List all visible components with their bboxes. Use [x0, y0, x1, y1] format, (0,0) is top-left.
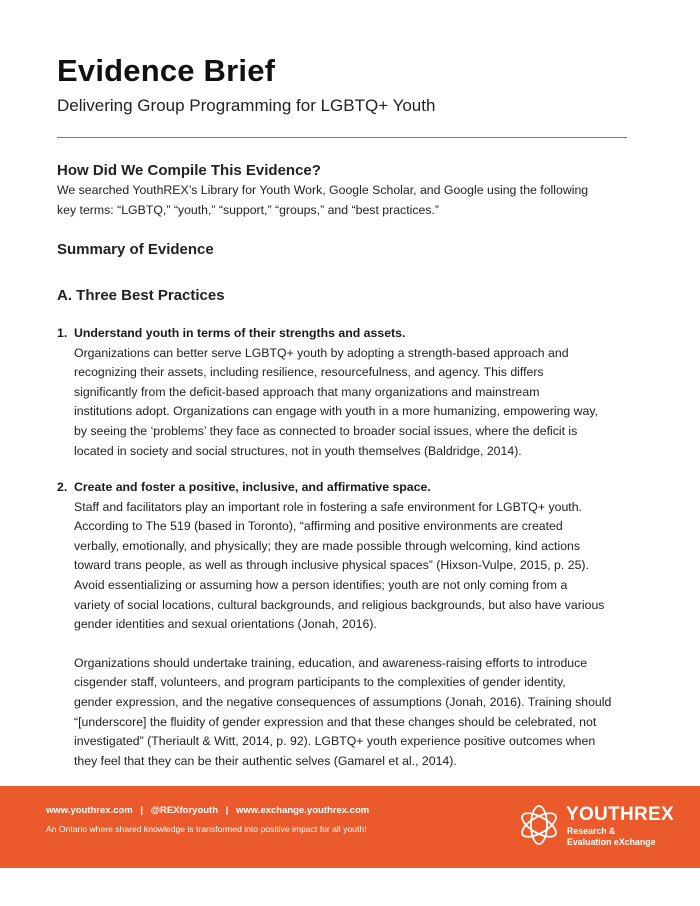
body-line: located in society and social structures, not in youth themselves (Baldridge, 2014). — [74, 443, 522, 458]
practice-heading — [57, 478, 657, 498]
practice-item-2 — [57, 478, 657, 771]
separator: | — [225, 805, 229, 816]
youthrex-rings-icon — [516, 802, 562, 848]
separator: | — [140, 805, 144, 816]
twitter-link[interactable]: @REXforyouth — [150, 805, 219, 816]
body-line: variety of social locations, cultural backgrounds, and religious backgrounds, but also have various — [74, 597, 605, 612]
summary-heading: Summary of Evidence — [57, 241, 214, 258]
body-line: institutions adopt. Organizations can engage with youth in a more humanizing, empowering way, — [74, 404, 599, 419]
practice-body — [74, 344, 657, 462]
compile-heading: How Did We Compile This Evidence? — [57, 162, 321, 179]
practice-title: Understand youth in terms of their strengths and assets. — [74, 326, 406, 340]
practice-number: 1. — [57, 326, 68, 340]
footer-tagline: An Ontario where shared knowledge is transformed into positive impact for all youth! — [46, 824, 367, 834]
practice-body — [74, 498, 657, 635]
compile-text — [57, 181, 657, 220]
practice-item-1 — [57, 324, 657, 461]
practice-heading — [57, 324, 657, 344]
body-line: Organizations should undertake training, education, and awareness-raising efforts to introduce — [74, 655, 588, 670]
page-title: Evidence Brief — [57, 53, 276, 88]
youthrex-logo — [516, 802, 676, 852]
body-line: gender expression, and the negative consequences of assumptions (Jonah, 2016). Training should — [74, 694, 612, 709]
body-line: by seeing the ‘problems’ they face as connected to broader social issues, where the deficit is — [74, 423, 578, 438]
website-link[interactable]: www.youthrex.com — [46, 805, 133, 816]
logo-name: YOUTHREX — [566, 804, 674, 825]
footer-links — [46, 805, 369, 816]
practice-title: Create and foster a positive, inclusive, and affirmative space. — [74, 480, 431, 494]
body-line: Avoid essentializing or assuming how a person identifies; youth are not only coming from a — [74, 577, 568, 592]
exchange-link[interactable]: www.exchange.youthrex.com — [235, 805, 370, 816]
logo-subtitle: Research & — [567, 826, 616, 836]
footer-band — [0, 786, 700, 868]
body-line: “[underscore] the fluidity of gender expression and that these changes should be celebrated, not — [74, 714, 597, 729]
practice-body-continued — [74, 654, 657, 772]
logo-subtitle: Evaluation eXchange — [567, 837, 656, 847]
compile-line: key terms: “LGBTQ,” “youth,” “support,” “groups,” and “best practices.” — [57, 202, 440, 217]
section-a-heading: A. Three Best Practices — [57, 287, 225, 304]
page-subtitle: Delivering Group Programming for LGBTQ+ Youth — [57, 96, 436, 115]
body-line: recognizing their assets, including resilience, resourcefulness, and agency. This differs — [74, 365, 544, 380]
body-line: toward trans people, as well as through inclusive physical spaces” (Hixson-Vulpe, 2015, p. 25). — [74, 558, 589, 573]
body-line: verbally, emotionally, and physically; they are made possible through welcoming, kind actions — [74, 538, 581, 553]
body-line: According to The 519 (based in Toronto), “affirming and positive environments are created — [74, 519, 563, 534]
title-divider — [57, 137, 627, 138]
practice-number: 2. — [57, 480, 68, 494]
body-line: Staff and facilitators play an important role in fostering a safe environment for LGBTQ+ youth. — [74, 499, 582, 514]
compile-line: We searched YouthREX’s Library for Youth Work, Google Scholar, and Google using the following — [57, 183, 589, 197]
body-line: Organizations can better serve LGBTQ+ youth by adopting a strength-based approach and — [74, 345, 569, 360]
body-line: cisgender staff, volunteers, and program participants to the complexities of gender identity, — [74, 675, 566, 690]
body-line: they feel that they can be their authentic selves (Gamarel et al., 2014). — [74, 753, 457, 768]
body-line: significantly from the deficit-based approach that many organizations and mainstream — [74, 384, 540, 399]
body-line: investigated” (Theriault & Witt, 2014, p. 92). LGBTQ+ youth experience positive outcomes when — [74, 734, 596, 749]
body-line: gender identities and sexual orientations (Jonah, 2016). — [74, 617, 377, 632]
